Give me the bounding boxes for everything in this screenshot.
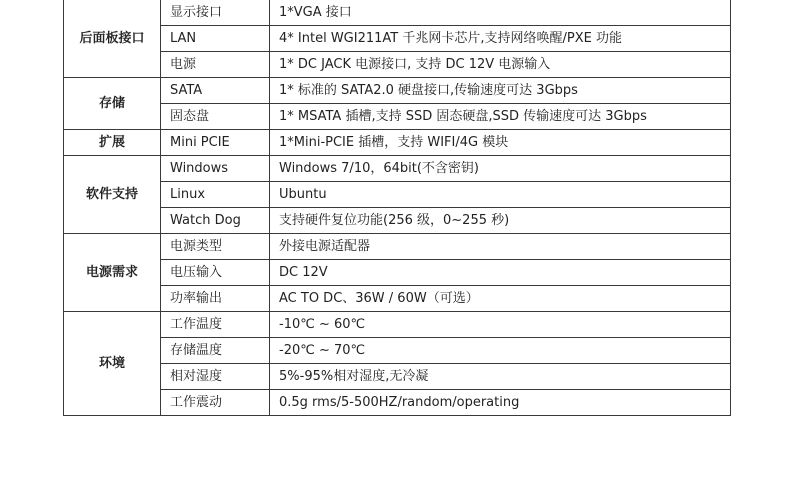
spec-value-cell: 0.5g rms/5-500HZ/random/operating	[270, 390, 731, 416]
spec-value-cell: Ubuntu	[270, 182, 731, 208]
spec-name-cell: 显示接口	[161, 0, 270, 26]
spec-value-cell: 4* Intel WGI211AT 千兆网卡芯片,支持网络唤醒/PXE 功能	[270, 26, 731, 52]
spec-table	[63, 0, 731, 416]
spec-name-cell: SATA	[161, 78, 270, 104]
spec-value-cell: -10℃ ~ 60℃	[270, 312, 731, 338]
spec-name-cell: LAN	[161, 26, 270, 52]
spec-name-cell: 存储温度	[161, 338, 270, 364]
spec-value-cell: 1* MSATA 插槽,支持 SSD 固态硬盘,SSD 传输速度可达 3Gbps	[270, 104, 731, 130]
spec-value-cell: -20℃ ~ 70℃	[270, 338, 731, 364]
table-row	[64, 208, 731, 234]
spec-value-cell: AC TO DC、36W / 60W（可选）	[270, 286, 731, 312]
spec-name-cell: Watch Dog	[161, 208, 270, 234]
table-row	[64, 156, 731, 182]
table-row	[64, 390, 731, 416]
table-row	[64, 338, 731, 364]
table-row	[64, 104, 731, 130]
table-row	[64, 260, 731, 286]
spec-value-cell: 外接电源适配器	[270, 234, 731, 260]
spec-name-cell: Windows	[161, 156, 270, 182]
spec-name-cell: 电源类型	[161, 234, 270, 260]
spec-table-body	[64, 0, 731, 416]
table-row	[64, 286, 731, 312]
category-cell: 存储	[64, 78, 161, 130]
table-row	[64, 234, 731, 260]
spec-name-cell: 电压输入	[161, 260, 270, 286]
category-cell: 软件支持	[64, 156, 161, 234]
category-cell: 环境	[64, 312, 161, 416]
category-cell: 电源需求	[64, 234, 161, 312]
spec-value-cell: Windows 7/10，64bit(不含密钥)	[270, 156, 731, 182]
spec-value-cell: 1*VGA 接口	[270, 0, 731, 26]
spec-value-cell: 1*Mini-PCIE 插槽，支持 WIFI/4G 模块	[270, 130, 731, 156]
table-row	[64, 182, 731, 208]
spec-name-cell: 工作震动	[161, 390, 270, 416]
table-row	[64, 312, 731, 338]
table-row	[64, 26, 731, 52]
table-row	[64, 364, 731, 390]
category-cell: 后面板接口	[64, 0, 161, 78]
spec-value-cell: 1* DC JACK 电源接口, 支持 DC 12V 电源输入	[270, 52, 731, 78]
spec-name-cell: 相对湿度	[161, 364, 270, 390]
spec-value-cell: DC 12V	[270, 260, 731, 286]
table-row	[64, 52, 731, 78]
table-row	[64, 0, 731, 26]
spec-value-cell: 5%-95%相对湿度,无冷凝	[270, 364, 731, 390]
spec-name-cell: 功率输出	[161, 286, 270, 312]
spec-name-cell: Mini PCIE	[161, 130, 270, 156]
spec-name-cell: 电源	[161, 52, 270, 78]
table-row	[64, 130, 731, 156]
category-cell: 扩展	[64, 130, 161, 156]
spec-name-cell: 固态盘	[161, 104, 270, 130]
spec-name-cell: 工作温度	[161, 312, 270, 338]
table-row	[64, 78, 731, 104]
spec-value-cell: 1* 标准的 SATA2.0 硬盘接口,传输速度可达 3Gbps	[270, 78, 731, 104]
spec-name-cell: Linux	[161, 182, 270, 208]
spec-value-cell: 支持硬件复位功能(256 级，0~255 秒)	[270, 208, 731, 234]
